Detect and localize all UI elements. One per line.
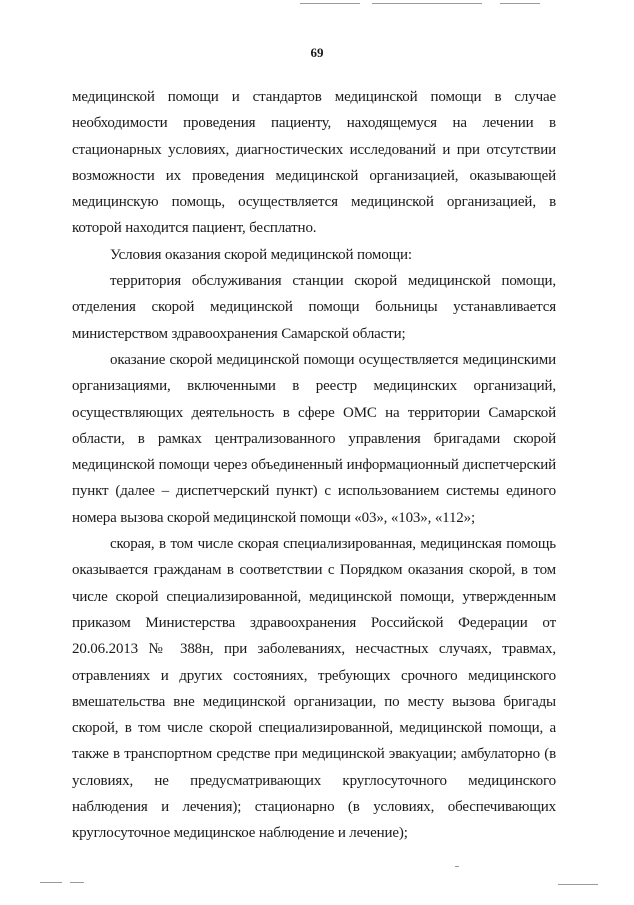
paragraph-continuation: медицинской помощи и стандартов медицинской помощи в случае необходимости проведения пациенту, находящемуся на лечении в стационарных условиях, диагностических исследований и при отсутствии возможности их проведения медицинской организацией, оказывающей медицинскую помощь, осуществляется медицинской организацией, в которой находится пациент, бесплатно. — [72, 89, 556, 237]
scan-speck — [300, 3, 360, 4]
paragraph-specialized-care: скорая, в том числе скорая специализированная, медицинская помощь оказывается гражданам в соответствии с Порядком оказания скорой, в том числе скорой специализированной, медицинской помощи, утвержденным приказом Министерства здравоохранения Российской Федерации от 20.06.2013 № 388н, при заболеваниях, несчастных случаях, травмах, отравлениях и других состояниях, требующих срочного медицинского вмешательства вне медицинской организации, по месту вызова бригады скорой, в том числе скорой специализированной, медицинской помощи, а также в транспортном средстве при медицинской эвакуации; амбулаторно (в условиях, не предусматривающих круглосуточного медицинского наблюдения и лечения); стационарно (в условиях, обеспечивающих круглосуточное медицинское наблюдение и лечение); — [72, 536, 556, 842]
paragraph-ambulance-conditions-heading: Условия оказания скорой медицинской помощи: — [110, 246, 412, 263]
scan-speck — [40, 882, 62, 883]
paragraph-dispatch: оказание скорой медицинской помощи осуществляется медицинскими организациями, включенными в реестр медицинских организаций, осуществляющих деятельность в сфере ОМС на территории Самарской области, в рамках централизованного управления бригадами скорой медицинской помощи через объединенный информационный диспетчерский пункт (далее – диспетчерский пункт) с использованием системы единого номера вызова скорой медицинской помощи «03», «103», «112»; — [72, 351, 556, 526]
scan-speck — [70, 882, 84, 883]
scan-speck — [558, 884, 598, 885]
scan-speck — [455, 866, 459, 867]
scan-speck — [500, 3, 540, 4]
page-number: 69 — [310, 45, 324, 60]
paragraph-service-territory: территория обслуживания станции скорой медицинской помощи, отделения скорой медицинской помощи больницы устанавливается министерством здравоохранения Самарской области; — [72, 273, 556, 342]
scan-speck — [372, 3, 482, 4]
document-body — [72, 84, 556, 847]
